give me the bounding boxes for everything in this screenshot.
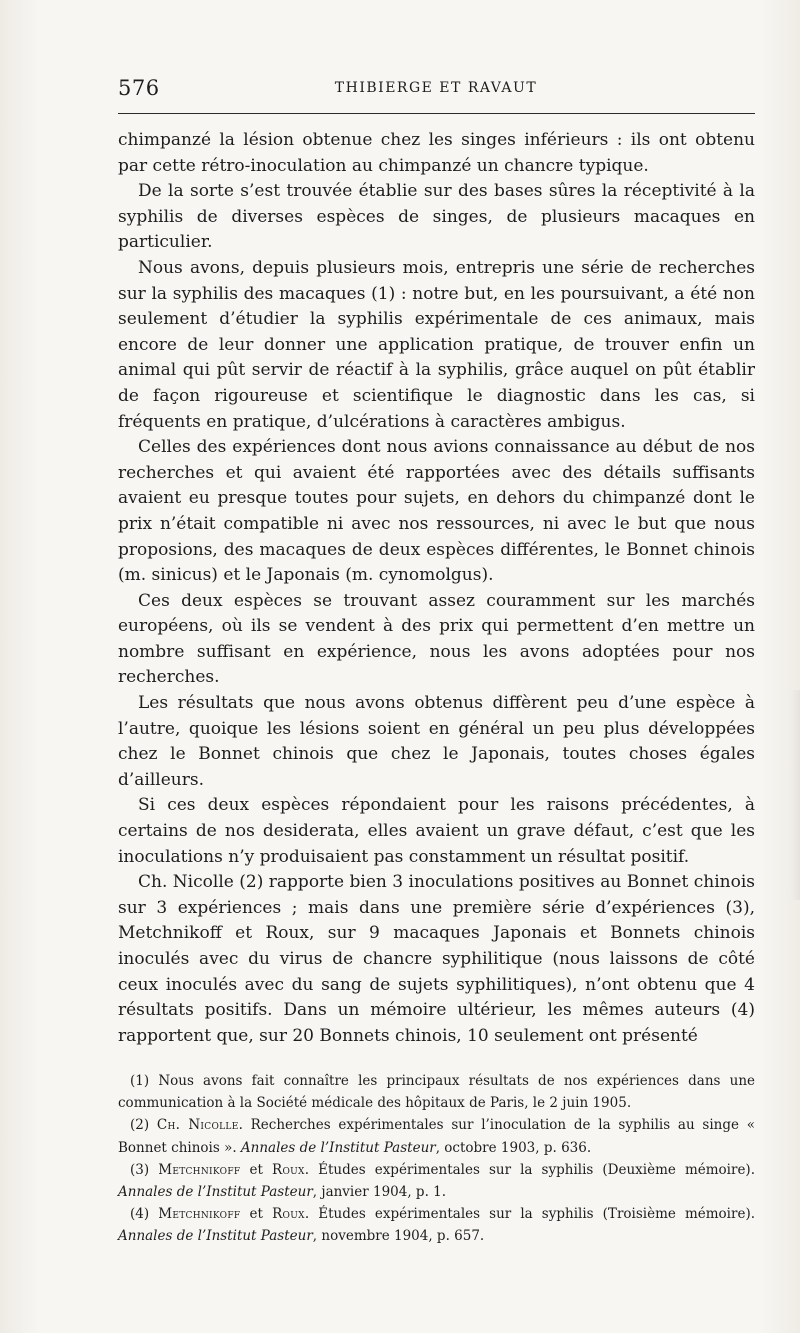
page-number: 576	[118, 76, 160, 100]
paragraph: Si ces deux espèces répondaient pour les raisons précédentes, à certains de nos desiderata, elles avaient un grave défaut, c’est que les inoculations n’y produisaient pas constamment un résultat positif.	[118, 795, 755, 867]
body-text	[118, 128, 755, 1049]
footnote-marker: (3)	[130, 1161, 150, 1178]
footnote	[118, 1070, 755, 1114]
paragraph: Ces deux espèces se trouvant assez couramment sur les marchés européens, où ils se vendent à des prix qui permettent d’en mettre un nombre suffisant en expérience, nous les avons adoptées pour nos recherches.	[118, 590, 755, 688]
paragraph: Ch. Nicolle (2) rapporte bien 3 inoculations positives au Bonnet chinois sur 3 expériences ; mais dans une première série d’expériences (3), Metchnikoff et Roux, sur 9 macaques Japonais et Bonnets chinois inoculés avec du virus de chancre syphilitique (nous laissons de côté ceux inoculés avec du sang de sujets syphilitiques), n’ont obtenu que 4 résultats positifs. Dans un mémoire ultérieur, les mêmes auteurs (4) rapportent que, sur 20 Bonnets chinois, 10 seulement ont présenté	[118, 872, 755, 1046]
footnote	[118, 1159, 755, 1203]
footnote-text: . Études expérimentales sur la syphilis (Troisième mémoire).	[304, 1206, 756, 1223]
paragraph: Nous avons, depuis plusieurs mois, entrepris une série de recherches sur la syphilis des macaques (1) : notre but, en les poursuivant, a été non seulement d’étudier la syphilis expérimentale de ces animaux, mais encore de leur donner une application pratique, de trouver enfin un animal qui pût servir de réactif à la syphilis, grâce auquel on pût établir de façon rigoureuse et scientifique le diagnostic dans les cas, si fréquents en pratique, d’ulcérations à caractères ambigus.	[118, 257, 755, 432]
footnote-tail: , novembre 1904, p. 657.	[312, 1228, 485, 1245]
paragraph: Les résultats que nous avons obtenus diffèrent peu d’une espèce à l’autre, quoique les lésions soient en général un peu plus développées chez le Bonnet chinois que chez le Japonais, toutes choses égales d’ailleurs.	[118, 693, 755, 790]
footnote	[118, 1203, 755, 1247]
running-title: THIBIERGE ET RAVAUT	[334, 80, 538, 96]
footnote-tail: , octobre 1903, p. 636.	[435, 1139, 592, 1156]
header-rule	[118, 113, 755, 114]
footnote-text: . Études expérimentales sur la syphilis (Deuxième mémoire).	[304, 1161, 755, 1178]
footnote-joiner: et	[240, 1206, 273, 1223]
footnote	[118, 1114, 755, 1158]
footnote-marker: (1)	[130, 1073, 150, 1089]
footnote-author: Metchnikoff	[158, 1206, 241, 1223]
paragraph: chimpanzé la lésion obtenue chez les singes inférieurs : ils ont obtenu par cette rétro-inoculation au chimpanzé un chancre typique.	[118, 130, 755, 176]
footnote-author: Roux	[271, 1161, 305, 1178]
footnote-marker: (4)	[130, 1206, 150, 1223]
footnote-author: Ch. Nicolle	[156, 1117, 239, 1134]
footnote-marker: (2)	[130, 1117, 150, 1134]
paragraph: De la sorte s’est trouvée établie sur des bases sûres la réceptivité à la syphilis de diverses espèces de singes, de plusieurs macaques en particulier.	[118, 181, 755, 253]
footnote-journal: Annales de l’Institut Pasteur	[118, 1228, 313, 1245]
footnote-tail: , janvier 1904, p. 1.	[312, 1184, 447, 1201]
page-header	[118, 76, 754, 102]
page-edge-shadow	[790, 690, 800, 900]
footnote-text: . Recherches expérimentales sur l’inoculation de la syphilis au singe « Bonnet chinois ».	[118, 1117, 756, 1156]
paragraph: Celles des expériences dont nous avions connaissance au début de nos recherches et qui avaient été rapportées avec des détails suffisants avaient eu presque toutes pour sujets, en dehors du chimpanzé dont le prix n’était compatible ni avec nos ressources, ni avec le but que nous proposions, des macaques de deux espèces différentes, le Bonnet chinois (m. sinicus) et le Japonais (m. cynomolgus).	[118, 437, 755, 586]
footnote-author: Metchnikoff	[158, 1161, 241, 1178]
footnote-text: Nous avons fait connaître les principaux résultats de nos expériences dans une communication à la Société médicale des hôpitaux de Paris, le 2 juin 1905.	[118, 1073, 755, 1112]
footnote-author: Roux	[272, 1206, 305, 1223]
footnotes	[118, 1070, 755, 1248]
footnote-journal: Annales de l’Institut Pasteur	[240, 1139, 436, 1156]
footnote-joiner: et	[240, 1161, 272, 1178]
footnote-journal: Annales de l’Institut Pasteur	[118, 1184, 313, 1201]
